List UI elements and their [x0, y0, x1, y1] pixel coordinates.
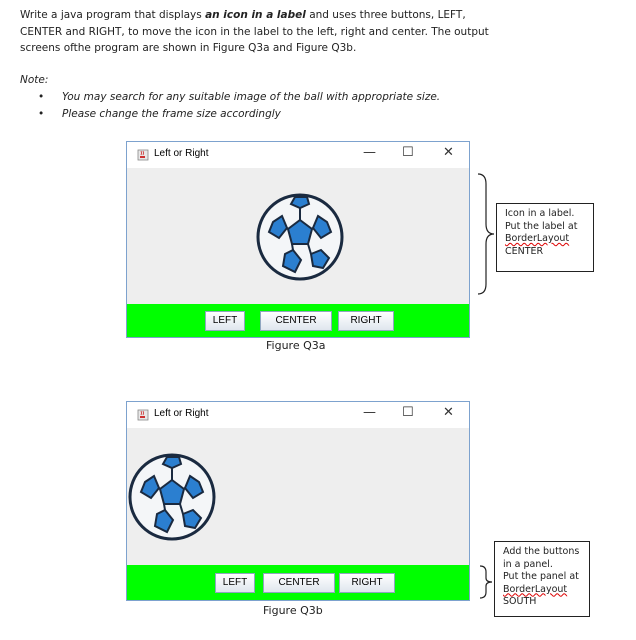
center-button[interactable]: CENTER [263, 573, 335, 593]
figure-q3b-window [126, 401, 470, 601]
note-bullet-1: • You may search for any suitable image of the ball with appropriate size. [38, 91, 441, 103]
window-titlebar [127, 142, 469, 168]
center-button[interactable]: CENTER [260, 311, 332, 331]
maximize-icon[interactable]: ☐ [402, 145, 414, 160]
note-title: Note: [20, 74, 49, 86]
minimize-icon[interactable]: — [363, 405, 376, 420]
left-button[interactable]: LEFT [215, 573, 255, 593]
callout-label-center: Icon in a label. Put the label at BorderLayout CENTER [496, 203, 594, 272]
icon-label-left [127, 428, 469, 565]
window-title: Left or Right [154, 148, 209, 159]
icon-label-center [127, 168, 469, 304]
note-bullet-2: • Please change the frame size accordingly [38, 108, 281, 120]
question-text: Write a java program that displays an icon in a label and uses three buttons, LEFT, CENTER and RIGHT, to move the icon in the label to the left, right and center. The output screens ofthe program are shown in Figure Q3a and Figure Q3b. [20, 9, 489, 54]
figure-q3a-window [126, 141, 470, 338]
right-button[interactable]: RIGHT [338, 311, 394, 331]
java-coffee-cup-icon [137, 409, 149, 421]
close-icon[interactable]: ✕ [443, 145, 454, 160]
close-icon[interactable]: ✕ [443, 405, 454, 420]
window-titlebar [127, 402, 469, 428]
left-button[interactable]: LEFT [205, 311, 245, 331]
brace-connector [478, 564, 494, 600]
figure-q3a-caption: Figure Q3a [266, 339, 326, 352]
soccer-ball-image [255, 192, 345, 282]
window-title: Left or Right [154, 408, 209, 419]
figure-q3b-caption: Figure Q3b [263, 604, 323, 617]
right-button[interactable]: RIGHT [339, 573, 395, 593]
maximize-icon[interactable]: ☐ [402, 405, 414, 420]
button-panel [127, 565, 469, 600]
java-coffee-cup-icon [137, 149, 149, 161]
soccer-ball-image [127, 452, 217, 542]
callout-button-panel: Add the buttons in a panel. Put the panel at BorderLayout SOUTH [494, 541, 590, 617]
minimize-icon[interactable]: — [363, 145, 376, 160]
button-panel [127, 304, 469, 337]
brace-connector [476, 172, 496, 296]
